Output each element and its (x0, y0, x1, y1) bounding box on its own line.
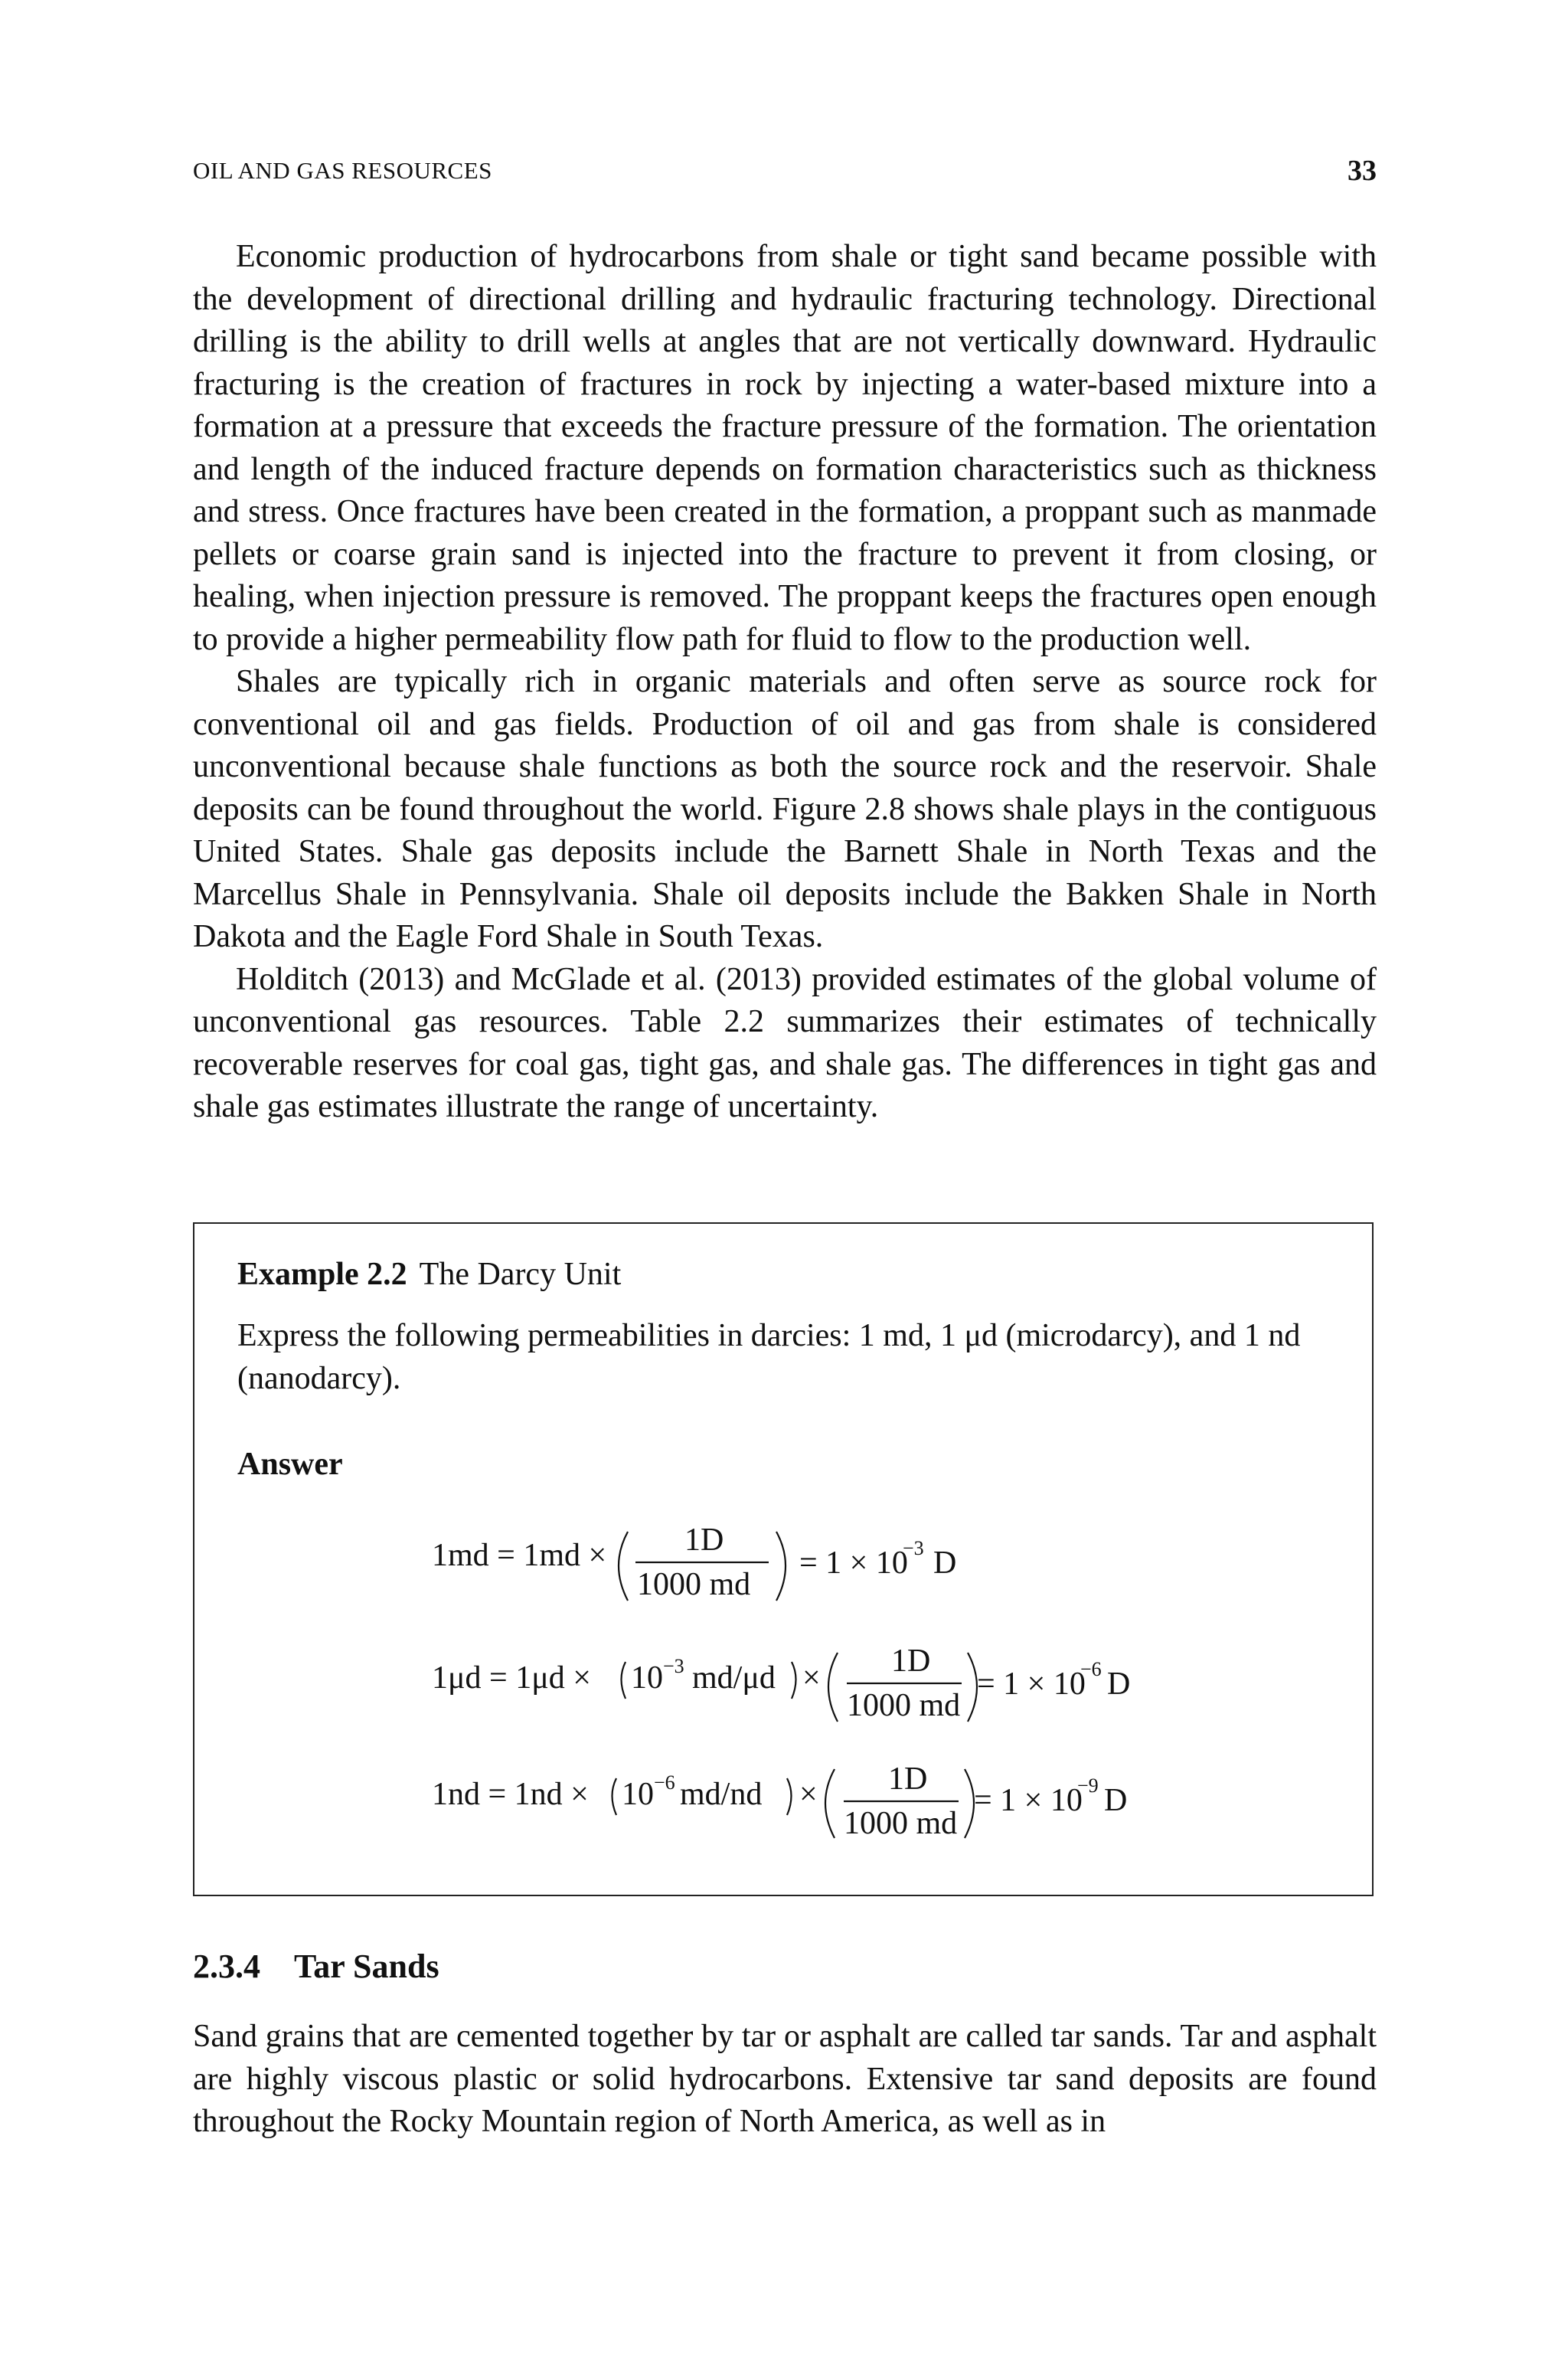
section-heading (193, 1947, 439, 1986)
eq3-right-paren (965, 1769, 974, 1838)
eq3-rhs: = 1 × 10 (974, 1783, 1083, 1818)
eq2-factor-exponent: −3 (663, 1655, 684, 1677)
eq1-right-paren (776, 1532, 786, 1601)
eq3-times: × (799, 1777, 818, 1812)
eq3-denominator: 1000 md (844, 1806, 958, 1841)
eq3-factor-exponent: −6 (654, 1771, 675, 1794)
eq2-rhs: = 1 × 10 (977, 1666, 1086, 1702)
eq2-numerator: 1D (891, 1644, 931, 1679)
section-title: Tar Sands (294, 1948, 439, 1985)
eq2-factor-left-paren (622, 1662, 626, 1699)
equation-nanodarcy (432, 1761, 1127, 1841)
body-paragraphs (193, 236, 1377, 1129)
eq3-unit: D (1104, 1783, 1128, 1818)
page-number: 33 (1348, 155, 1377, 187)
eq2-factor: 10 (631, 1660, 663, 1696)
equations (194, 1224, 1375, 1898)
paragraph-tar-sands: Sand grains that are cemented together by tar or asphalt are called tar sands. Tar and asphalt are highly viscous plastic or solid hydrocarbons. Extensive tar sand deposits are found throughout the Rocky Mountain region of North America, as well as in (193, 2019, 1377, 2139)
eq2-factor-right-paren (792, 1662, 796, 1699)
eq2-left-paren (828, 1653, 838, 1722)
example-box (193, 1222, 1374, 1896)
paragraph-shales: Shales are typically rich in organic materials and often serve as source rock for conventional oil and gas fields. Production of oil and gas from shale is considered unconventional because shale functions as both the source rock and the reservoir. Shale deposits can be found throughout the world. Figure 2.8 shows shale plays in the contiguous United States. Shale gas deposits include the Barnett Shale in North Texas and the Marcellus Shale in Pennsylvania. Shale oil deposits include the Bakken Shale in North Dakota and the Eagle Ford Shale in South Texas. (193, 664, 1377, 954)
eq3-factor-left-paren (612, 1778, 617, 1815)
answer-label: Answer (237, 1447, 343, 1482)
eq1-numerator: 1D (684, 1523, 724, 1558)
eq1-lhs: 1md = 1md × (432, 1538, 607, 1573)
equation-md (432, 1523, 956, 1602)
eq3-factor: 10 (622, 1777, 654, 1812)
eq3-numerator: 1D (888, 1761, 928, 1797)
eq2-right-paren (968, 1653, 977, 1722)
eq3-exponent: −9 (1077, 1774, 1099, 1797)
page-header (193, 157, 1377, 188)
running-head: OIL AND GAS RESOURCES (193, 157, 492, 184)
eq2-factor-unit: md/μd (692, 1660, 776, 1696)
example-question: Express the following permeabilities in darcies: 1 md, 1 μd (microdarcy), and 1 nd (nanodarcy). (237, 1318, 1301, 1396)
eq1-unit: D (933, 1545, 957, 1581)
eq2-times: × (802, 1660, 821, 1696)
eq2-exponent: −6 (1080, 1658, 1102, 1680)
eq1-denominator: 1000 md (637, 1567, 751, 1602)
eq1-rhs: = 1 × 10 (799, 1545, 908, 1581)
section-number: 2.3.4 (193, 1948, 260, 1985)
eq3-factor-unit: md/nd (680, 1777, 763, 1812)
eq3-factor-right-paren (787, 1778, 792, 1815)
example-label: Example 2.2 (237, 1257, 407, 1292)
paragraph-estimates: Holditch (2013) and McGlade et al. (2013) provided estimates of the global volume of unconventional gas resources. Table 2.2 summarizes their estimates of technically recoverable reserves for coal gas, tight gas, and shale gas. The differences in tight gas and shale gas estimates illustrate the range of uncertainty. (193, 961, 1377, 1124)
eq1-left-paren (619, 1532, 628, 1601)
eq1-exponent: −3 (903, 1537, 924, 1559)
example-heading: The Darcy Unit (419, 1257, 622, 1292)
eq2-denominator: 1000 md (847, 1688, 961, 1723)
eq3-left-paren (825, 1769, 835, 1838)
tar-sands-text (193, 2016, 1377, 2144)
eq2-lhs: 1μd = 1μd × (432, 1660, 591, 1696)
paragraph-fracturing: Economic production of hydrocarbons from shale or tight sand became possible with the development of directional drilling and hydraulic fracturing technology. Directional drilling is the ability to drill wells at angles that are not vertically downward. Hydraulic fracturing is the creation of fractures in rock by injecting a water-based mixture into a formation at a pressure that exceeds the fracture pressure of the formation. The orientation and length of the induced fracture depends on formation characteristics such as thickness and stress. Once fractures have been created in the formation, a proppant such as manmade pellets or coarse grain sand is injected into the fracture to prevent it from closing, or healing, when injection pressure is removed. The proppant keeps the fractures open enough to provide a higher permeability flow path for fluid to flow to the production well. (193, 239, 1377, 657)
eq3-lhs: 1nd = 1nd × (432, 1777, 589, 1812)
eq2-unit: D (1107, 1666, 1131, 1702)
equation-microdarcy (432, 1644, 1130, 1723)
